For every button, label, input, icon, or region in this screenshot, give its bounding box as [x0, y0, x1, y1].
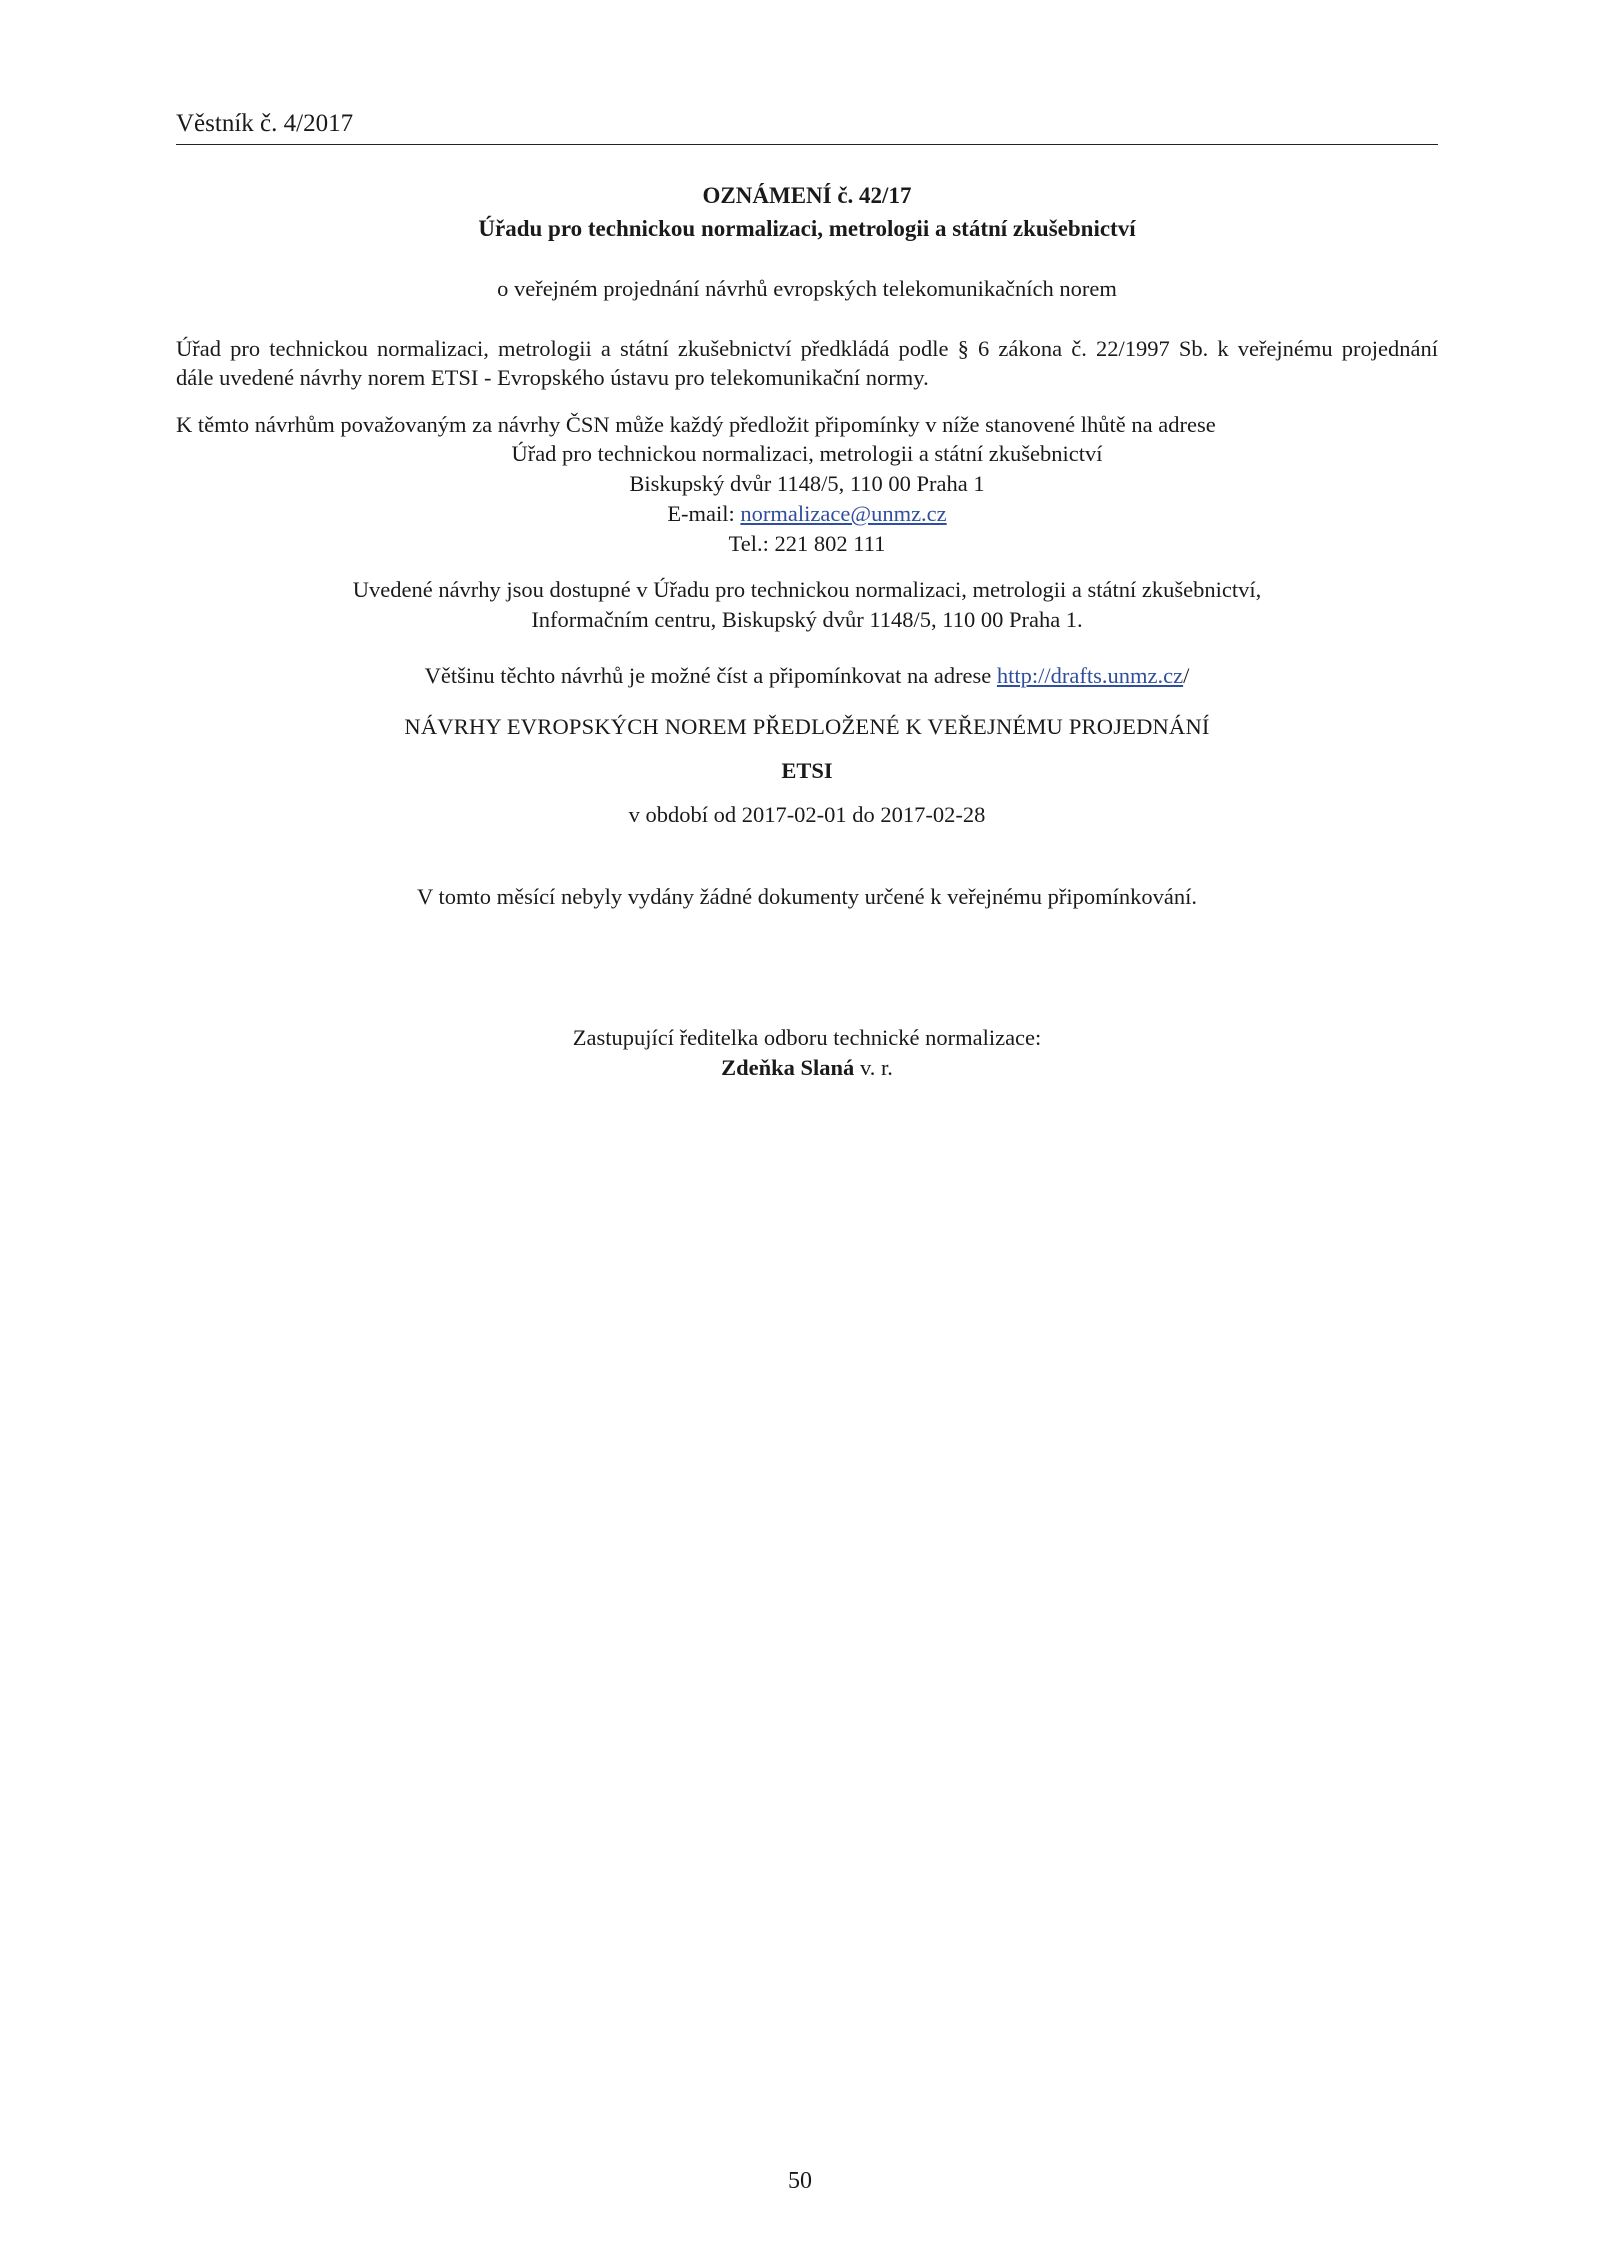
email-link[interactable]: normalizace@unmz.cz — [740, 501, 947, 526]
signature-role: Zastupující ředitelka odboru technické normalizace: — [572, 1025, 1042, 1050]
no-documents-note: V tomto měsící nebyly vydány žádné dokumenty určené k veřejnému připomínkování. — [416, 884, 1198, 909]
drafts-link[interactable]: http://drafts.unmz.cz — [996, 663, 1184, 688]
page-number: 50 — [788, 2168, 812, 2194]
availability-line-2: Informačním centru, Biskupský dvůr 1148/5, 110 00 Praha 1. — [531, 607, 1083, 632]
intro-line-1: Úřad pro technickou normalizaci, metrologii a státní zkušebnictví předkládá podle § 6 zákona č. 22/1997 Sb. k veřejnému projednání — [176, 336, 1438, 361]
address-office: Úřad pro technickou normalizaci, metrologii a státní zkušebnictví — [511, 441, 1103, 466]
drafts-suffix: / — [1183, 663, 1190, 688]
signature — [176, 1053, 1438, 1083]
document-body — [176, 180, 1438, 1083]
page-header — [176, 108, 1438, 145]
comments-paragraph — [176, 410, 1438, 439]
notice-issuer: Úřadu pro technickou normalizaci, metrologii a státní zkušebnictví — [478, 216, 1136, 241]
availability-paragraph — [176, 575, 1438, 635]
email-label: E-mail: — [667, 501, 741, 526]
submission-address — [176, 439, 1438, 559]
signature-name: Zdeňka Slaná — [721, 1055, 855, 1080]
intro-line-2: dále uvedené návrhy norem ETSI - Evropského ústavu pro telekomunikační normy. — [176, 365, 929, 390]
address-street: Biskupský dvůr 1148/5, 110 00 Praha 1 — [629, 471, 985, 496]
address-phone: Tel.: 221 802 111 — [728, 531, 886, 556]
section-period: v období od 2017-02-01 do 2017-02-28 — [628, 802, 986, 827]
address-email-line — [176, 499, 1438, 529]
notice-subject: o veřejném projednání návrhů evropských telekomunikačních norem — [497, 276, 1117, 301]
drafts-line — [176, 661, 1438, 691]
section-org: ETSI — [781, 758, 833, 783]
intro-paragraph — [176, 334, 1438, 392]
journal-issue: Věstník č. 4/2017 — [176, 110, 354, 137]
signature-suffix: v. r. — [854, 1055, 893, 1080]
section-heading: NÁVRHY EVROPSKÝCH NOREM PŘEDLOŽENÉ K VEŘEJNÉMU PROJEDNÁNÍ — [404, 714, 1210, 739]
drafts-text: Většinu těchto návrhů je možné číst a připomínkovat na adrese — [424, 663, 997, 688]
comments-line: K těmto návrhům považovaným za návrhy ČSN může každý předložit připomínky v níže stanovené lhůtě na adrese — [176, 412, 1216, 437]
notice-title: OZNÁMENÍ č. 42/17 — [702, 183, 912, 208]
availability-line-1: Uvedené návrhy jsou dostupné v Úřadu pro technickou normalizaci, metrologii a státní zkušebnictví, — [352, 577, 1262, 602]
